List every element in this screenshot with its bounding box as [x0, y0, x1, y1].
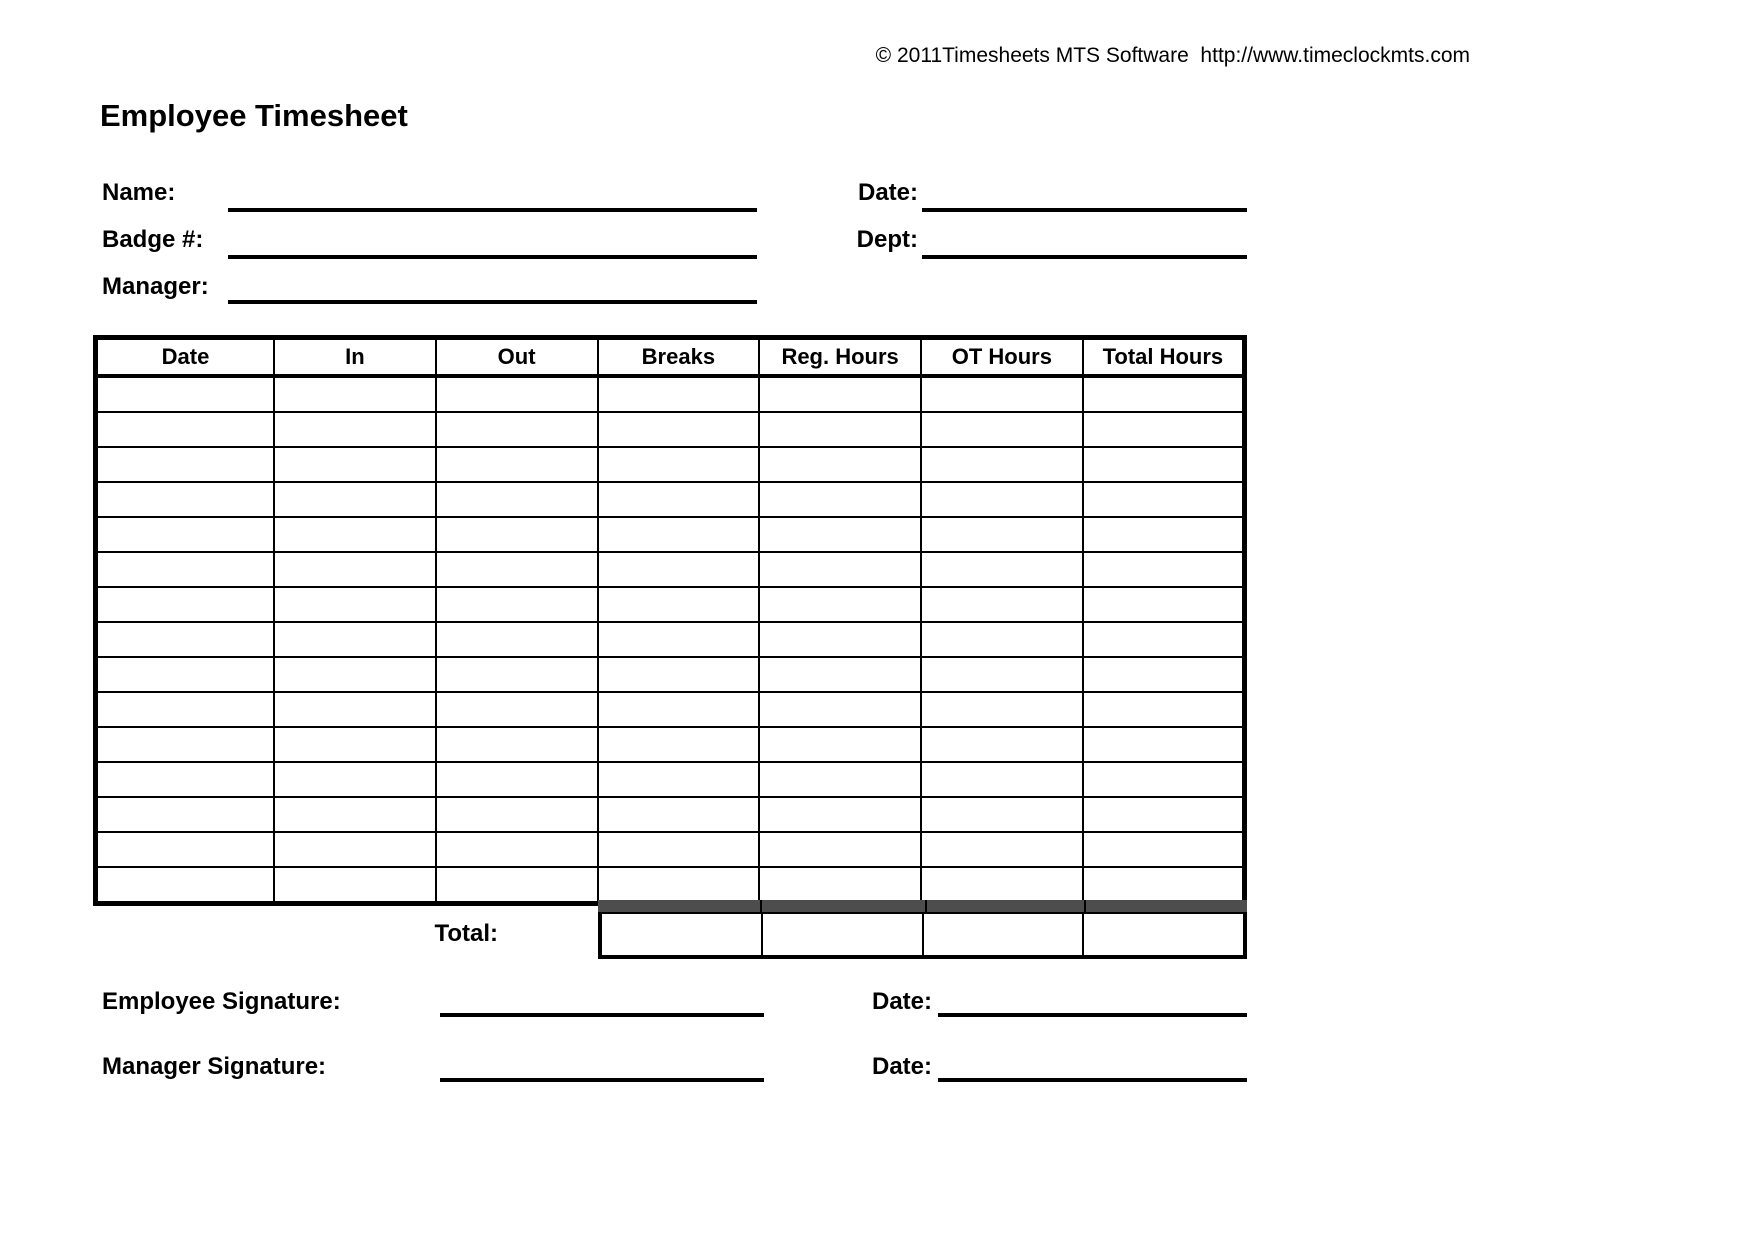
table-cell[interactable]: [96, 482, 275, 517]
total-cell[interactable]: [1082, 914, 1243, 955]
timesheet-table-header: [96, 338, 1245, 377]
table-cell[interactable]: [921, 797, 1083, 832]
table-cell[interactable]: [436, 762, 598, 797]
total-label: Total:: [434, 920, 498, 947]
table-cell[interactable]: [96, 517, 275, 552]
table-cell[interactable]: [274, 552, 436, 587]
table-cell[interactable]: [436, 447, 598, 482]
table-cell[interactable]: [921, 727, 1083, 762]
date-input-line[interactable]: [922, 208, 1247, 212]
table-cell[interactable]: [436, 867, 598, 904]
table-row: [96, 376, 1245, 412]
table-cell[interactable]: [1083, 797, 1245, 832]
table-row: [96, 447, 1245, 482]
dept-label: Dept:: [856, 226, 918, 253]
table-cell[interactable]: [921, 832, 1083, 867]
table-cell[interactable]: [274, 657, 436, 692]
table-cell[interactable]: [96, 727, 275, 762]
table-cell[interactable]: [274, 692, 436, 727]
table-cell[interactable]: [759, 797, 921, 832]
manager-input-line[interactable]: [228, 300, 757, 304]
table-cell[interactable]: [436, 552, 598, 587]
table-row: [96, 622, 1245, 657]
table-cell[interactable]: [96, 447, 275, 482]
table-cell[interactable]: [598, 447, 760, 482]
table-cell[interactable]: [598, 727, 760, 762]
table-cell[interactable]: [921, 517, 1083, 552]
table-cell[interactable]: [759, 657, 921, 692]
table-cell[interactable]: [96, 657, 275, 692]
table-cell[interactable]: [759, 692, 921, 727]
table-cell[interactable]: [1083, 727, 1245, 762]
table-cell[interactable]: [436, 412, 598, 447]
table-cell[interactable]: [1083, 412, 1245, 447]
table-cell[interactable]: [759, 622, 921, 657]
table-row: [96, 692, 1245, 727]
total-separator-bar: [598, 900, 1247, 912]
table-cell[interactable]: [96, 867, 275, 904]
manager-date-label: Date:: [871, 1053, 932, 1080]
table-cell[interactable]: [759, 376, 921, 412]
table-cell[interactable]: [96, 552, 275, 587]
manager-signature-line[interactable]: [440, 1078, 764, 1082]
table-cell[interactable]: [274, 727, 436, 762]
column-line-tick: [1084, 900, 1086, 912]
table-row: [96, 552, 1245, 587]
table-cell[interactable]: [274, 482, 436, 517]
table-cell[interactable]: [759, 552, 921, 587]
table-cell[interactable]: [1083, 867, 1245, 904]
page-title: Employee Timesheet: [100, 98, 408, 133]
column-header: Reg. Hours: [759, 338, 921, 377]
column-header: Out: [436, 338, 598, 377]
table-cell[interactable]: [1083, 692, 1245, 727]
column-header: Date: [96, 338, 275, 377]
table-cell[interactable]: [1083, 622, 1245, 657]
total-cell[interactable]: [922, 914, 1083, 955]
table-cell[interactable]: [921, 552, 1083, 587]
column-line-tick: [760, 900, 762, 912]
table-cell[interactable]: [598, 867, 760, 904]
manager-signature-label: Manager Signature:: [102, 1053, 327, 1080]
table-cell[interactable]: [436, 622, 598, 657]
table-cell[interactable]: [274, 376, 436, 412]
employee-date-line[interactable]: [938, 1013, 1247, 1017]
table-cell[interactable]: [759, 412, 921, 447]
table-cell[interactable]: [1083, 376, 1245, 412]
table-cell[interactable]: [598, 412, 760, 447]
table-cell[interactable]: [921, 657, 1083, 692]
employee-signature-line[interactable]: [440, 1013, 764, 1017]
table-cell[interactable]: [274, 517, 436, 552]
table-cell[interactable]: [921, 376, 1083, 412]
table-cell[interactable]: [598, 517, 760, 552]
table-cell[interactable]: [759, 447, 921, 482]
table-cell[interactable]: [274, 412, 436, 447]
table-cell[interactable]: [436, 692, 598, 727]
employee-date-label: Date:: [871, 988, 932, 1015]
copyright-text: © 2011Timesheets MTS Software http://www.timeclockmts.com: [875, 44, 1470, 67]
table-cell[interactable]: [96, 412, 275, 447]
table-cell[interactable]: [436, 797, 598, 832]
table-cell[interactable]: [759, 727, 921, 762]
table-cell[interactable]: [598, 762, 760, 797]
table-cell[interactable]: [759, 587, 921, 622]
table-cell[interactable]: [759, 867, 921, 904]
table-cell[interactable]: [96, 692, 275, 727]
name-input-line[interactable]: [228, 208, 757, 212]
table-cell[interactable]: [274, 587, 436, 622]
table-cell[interactable]: [598, 622, 760, 657]
table-cell[interactable]: [759, 517, 921, 552]
table-cell[interactable]: [274, 797, 436, 832]
table-row: [96, 762, 1245, 797]
table-cell[interactable]: [96, 376, 275, 412]
table-cell[interactable]: [921, 762, 1083, 797]
table-cell[interactable]: [759, 482, 921, 517]
table-cell[interactable]: [921, 482, 1083, 517]
manager-label: Manager:: [102, 273, 209, 300]
table-cell[interactable]: [1083, 762, 1245, 797]
total-cell[interactable]: [602, 914, 761, 955]
table-cell[interactable]: [921, 412, 1083, 447]
table-row: [96, 517, 1245, 552]
table-cell[interactable]: [759, 762, 921, 797]
manager-date-line[interactable]: [938, 1078, 1247, 1082]
table-cell[interactable]: [598, 552, 760, 587]
dept-input-line[interactable]: [922, 255, 1247, 259]
table-cell[interactable]: [436, 376, 598, 412]
name-label: Name:: [102, 179, 176, 206]
table-cell[interactable]: [96, 587, 275, 622]
column-header: Breaks: [598, 338, 760, 377]
table-cell[interactable]: [96, 832, 275, 867]
total-row: [598, 912, 1247, 959]
badge-input-line[interactable]: [228, 255, 757, 259]
table-cell[interactable]: [598, 797, 760, 832]
table-cell[interactable]: [436, 517, 598, 552]
table-cell[interactable]: [921, 867, 1083, 904]
table-cell[interactable]: [1083, 447, 1245, 482]
column-header: OT Hours: [921, 338, 1083, 377]
total-cell[interactable]: [761, 914, 922, 955]
table-cell[interactable]: [436, 727, 598, 762]
table-cell[interactable]: [436, 832, 598, 867]
table-cell[interactable]: [274, 447, 436, 482]
table-cell[interactable]: [598, 587, 760, 622]
table-cell[interactable]: [598, 482, 760, 517]
table-cell[interactable]: [921, 622, 1083, 657]
timesheet-table: [93, 335, 1247, 906]
table-row: [96, 657, 1245, 692]
table-cell[interactable]: [921, 587, 1083, 622]
table-cell[interactable]: [96, 622, 275, 657]
table-cell[interactable]: [436, 587, 598, 622]
table-row: [96, 832, 1245, 867]
table-row: [96, 587, 1245, 622]
table-cell[interactable]: [598, 376, 760, 412]
table-cell[interactable]: [96, 797, 275, 832]
table-cell[interactable]: [1083, 552, 1245, 587]
date-label: Date:: [857, 179, 918, 206]
column-header: In: [274, 338, 436, 377]
table-cell[interactable]: [921, 692, 1083, 727]
table-cell[interactable]: [274, 867, 436, 904]
table-row: [96, 797, 1245, 832]
badge-label: Badge #:: [102, 226, 204, 253]
table-cell[interactable]: [436, 482, 598, 517]
table-cell[interactable]: [96, 762, 275, 797]
table-cell[interactable]: [436, 657, 598, 692]
table-row: [96, 412, 1245, 447]
employee-signature-label: Employee Signature:: [102, 988, 341, 1015]
table-cell[interactable]: [921, 447, 1083, 482]
table-cell[interactable]: [1083, 482, 1245, 517]
table-cell[interactable]: [1083, 832, 1245, 867]
table-cell[interactable]: [1083, 587, 1245, 622]
column-header: Total Hours: [1083, 338, 1245, 377]
table-cell[interactable]: [274, 622, 436, 657]
table-row: [96, 867, 1245, 904]
table-cell[interactable]: [1083, 517, 1245, 552]
table-cell[interactable]: [759, 832, 921, 867]
column-line-tick: [925, 900, 927, 912]
table-row: [96, 727, 1245, 762]
table-cell[interactable]: [598, 657, 760, 692]
table-cell[interactable]: [598, 692, 760, 727]
table-row: [96, 482, 1245, 517]
table-cell[interactable]: [274, 762, 436, 797]
table-cell[interactable]: [1083, 657, 1245, 692]
table-cell[interactable]: [274, 832, 436, 867]
table-cell[interactable]: [598, 832, 760, 867]
